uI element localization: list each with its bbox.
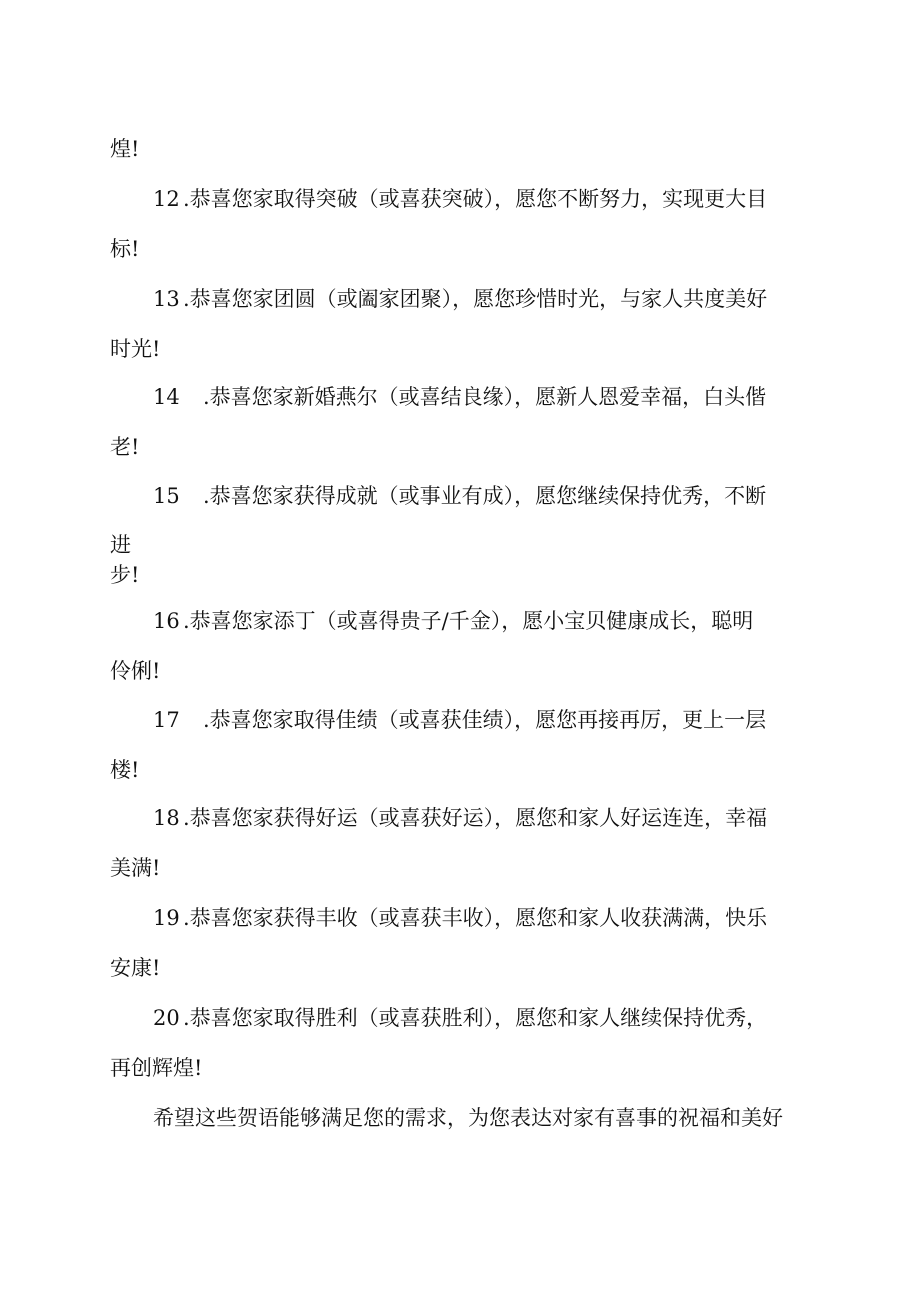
item-number: 12: [153, 187, 180, 211]
item-text: .恭喜您家取得佳绩（或喜获佳绩），愿您再接再厉，更上一层: [203, 708, 767, 732]
closing-paragraph: 希望这些贺语能够满足您的需求，为您表达对家有喜事的祝福和美好: [153, 1106, 783, 1130]
fragment-line: 煌!: [110, 137, 140, 161]
item-number: 17: [153, 708, 180, 732]
item-number: 20: [153, 1006, 180, 1030]
item-continuation: 美满!: [110, 856, 161, 880]
item-number: 13: [153, 287, 180, 311]
item-number: 14: [153, 385, 180, 409]
item-text: .恭喜您家获得丰收（或喜获丰收），愿您和家人收获满满，快乐: [183, 906, 768, 930]
item-text: .恭喜您家获得好运（或喜获好运），愿您和家人好运连连，幸福: [183, 806, 768, 830]
item-number: 18: [153, 806, 180, 830]
item-continuation: 伶俐!: [110, 659, 161, 683]
item-continuation: 再创辉煌!: [110, 1056, 203, 1080]
item-continuation: 标!: [110, 237, 140, 261]
item-text: .恭喜您家团圆（或阖家团聚），愿您珍惜时光，与家人共度美好: [183, 287, 768, 311]
item-continuation: 老!: [110, 435, 140, 459]
item-number: 16: [153, 609, 180, 633]
item-continuation: 进: [110, 533, 131, 557]
item-text: .恭喜您家取得突破（或喜获突破），愿您不断努力，实现更大目: [183, 187, 768, 211]
item-number: 19: [153, 906, 180, 930]
item-text: .恭喜您家添丁（或喜得贵子/千金），愿小宝贝健康成长，聪明: [183, 609, 754, 633]
item-continuation: 楼!: [110, 758, 140, 782]
item-continuation: 时光!: [110, 337, 161, 361]
item-continuation: 安康!: [110, 956, 161, 980]
item-text: .恭喜您家新婚燕尔（或喜结良缘），愿新人恩爱幸福，白头偕: [203, 385, 767, 409]
item-continuation: 步!: [110, 563, 140, 587]
item-text: .恭喜您家获得成就（或事业有成），愿您继续保持优秀，不断: [203, 484, 767, 508]
item-number: 15: [153, 484, 180, 508]
item-text: .恭喜您家取得胜利（或喜获胜利），愿您和家人继续保持优秀，: [183, 1006, 768, 1030]
